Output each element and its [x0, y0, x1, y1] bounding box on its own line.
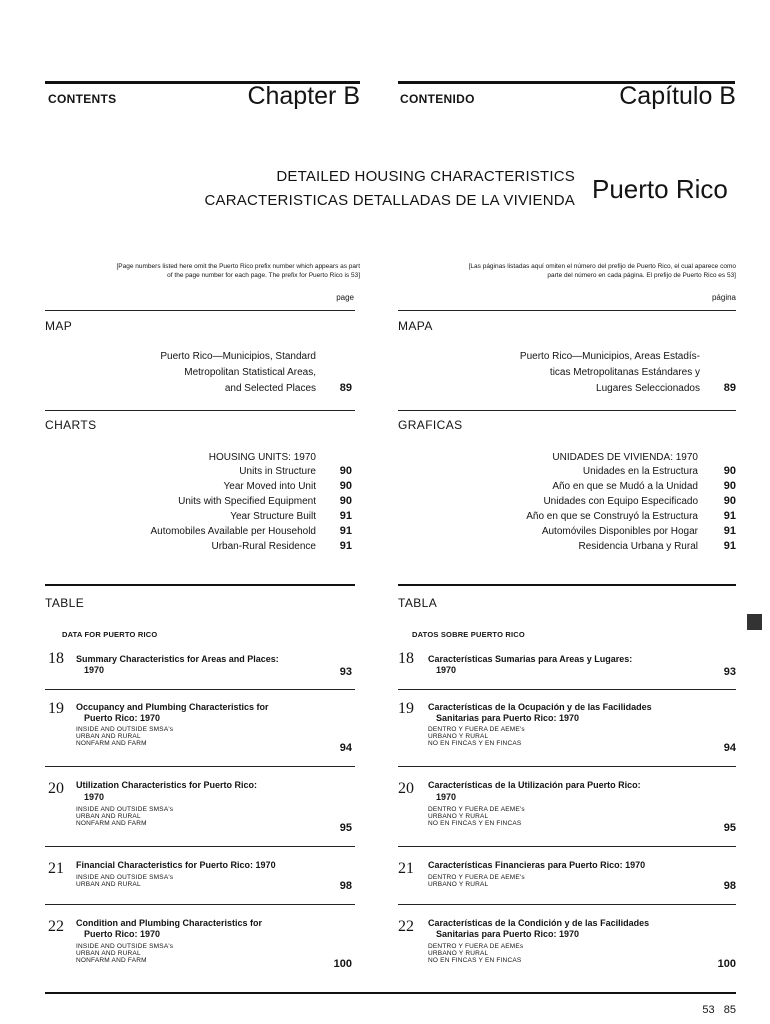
table-subline: INSIDE AND OUTSIDE SMSA's	[76, 806, 174, 813]
note-spanish-line1: [Las páginas listadas aquí omiten el número del prefijo de Puerto Rico, el cual aparece como	[468, 263, 736, 270]
rule-map-right	[398, 310, 736, 311]
chart-entry-page: 90	[339, 465, 352, 477]
tabla-page: 98	[723, 880, 736, 892]
tabla-title-line2: 1970	[436, 792, 457, 802]
grafica-entry-page: 91	[723, 525, 736, 537]
table-divider	[45, 904, 355, 905]
table-page: 98	[339, 880, 352, 892]
tabla-divider	[398, 846, 736, 847]
tabla-page: 100	[717, 958, 736, 970]
tabla-subline: DENTRO Y FUERA DE AEME's	[428, 726, 525, 733]
tabla-page: 93	[723, 666, 736, 678]
tabla-subline: DENTRO Y FUERA DE AEMEs	[428, 943, 524, 950]
region-title: Puerto Rico	[592, 174, 728, 204]
tabla-title-line1: Características de la Utilización para Puerto Rico:	[428, 780, 641, 790]
table-number: 18	[48, 650, 64, 667]
table-subline: URBAN AND RURAL	[76, 733, 141, 740]
table-number: 22	[48, 918, 64, 935]
grafica-entry-page: 91	[723, 540, 736, 552]
map-entry-line2: Metropolitan Statistical Areas,	[184, 367, 316, 378]
chart-entry-label: Units in Structure	[239, 466, 316, 477]
table-divider	[45, 846, 355, 847]
map-entry-line3: and Selected Places	[224, 383, 316, 394]
tabla-title-line1: Características Financieras para Puerto Rico: 1970	[428, 860, 646, 870]
page-number: 53 85	[702, 1004, 736, 1016]
mapa-entry-line1: Puerto Rico—Municipios, Areas Estadís-	[519, 351, 700, 362]
table-subtitle: DATA FOR PUERTO RICO	[62, 630, 158, 639]
tabla-page: 95	[723, 822, 736, 834]
rule-charts-left	[45, 410, 355, 411]
tabla-subtitle: DATOS SOBRE PUERTO RICO	[412, 630, 525, 639]
chart-entry-label: Year Structure Built	[230, 511, 316, 522]
table-title-line2: 1970	[84, 665, 105, 675]
table-subline: NONFARM AND FARM	[76, 740, 147, 747]
chart-entry-label: Units with Specified Equipment	[178, 496, 316, 507]
grafica-entry-label: Unidades con Equipo Especificado	[543, 496, 698, 507]
mapa-entry-page: 89	[723, 382, 736, 394]
table-number: 20	[48, 780, 64, 797]
note-english	[40, 262, 360, 280]
table-page: 94	[339, 742, 352, 754]
chart-entry-label: Year Moved into Unit	[223, 481, 316, 492]
tabla-subline: DENTRO Y FUERA DE AEME's	[428, 874, 525, 881]
tabla-number: 19	[398, 700, 414, 717]
bottom-rule	[45, 992, 736, 994]
grafica-entry-label: Año en que se Construyó la Estructura	[526, 511, 698, 522]
note-spanish	[396, 262, 736, 280]
table-title-line2: Puerto Rico: 1970	[84, 713, 161, 723]
table-title-line1: Summary Characteristics for Areas and Places:	[76, 654, 279, 664]
grafica-entry-label: Automóviles Disponibles por Hogar	[541, 526, 698, 537]
capitulo-title: Capítulo B	[619, 82, 736, 110]
tabla-subline: URBANO Y RURAL	[428, 950, 489, 957]
table-subline: NONFARM AND FARM	[76, 820, 147, 827]
table-number: 21	[48, 860, 64, 877]
map-section-title: MAP	[45, 319, 73, 333]
table-page: 95	[339, 822, 352, 834]
tabla-title-line1: Características Sumarias para Areas y Lugares:	[428, 654, 633, 664]
tabla-divider	[398, 904, 736, 905]
tabla-title-line2: Sanitarias para Puerto Rico: 1970	[436, 713, 580, 723]
table-subline: NONFARM AND FARM	[76, 957, 147, 964]
mapa-section-title: MAPA	[398, 319, 433, 333]
table-title-line1: Occupancy and Plumbing Characteristics for	[76, 702, 269, 712]
tabla-number: 20	[398, 780, 414, 797]
rule-map-left	[45, 310, 355, 311]
page-column-label: page	[336, 293, 354, 302]
table-section-title: TABLE	[45, 596, 85, 610]
tabla-title-line2: 1970	[436, 665, 457, 675]
title-english: DETAILED HOUSING CHARACTERISTICS	[276, 168, 575, 185]
table-title-line2: Puerto Rico: 1970	[84, 929, 161, 939]
table-title-line1: Condition and Plumbing Characteristics for	[76, 918, 263, 928]
title-spanish: CARACTERISTICAS DETALLADAS DE LA VIVIENDA	[204, 192, 575, 209]
table-number: 19	[48, 700, 64, 717]
tabla-title-line1: Características de la Condición y de las Facilidades	[428, 918, 650, 928]
tabla-section-title: TABLA	[398, 596, 438, 610]
table-subline: URBAN AND RURAL	[76, 881, 141, 888]
contents-label: CONTENTS	[48, 92, 117, 106]
grafica-entry-page: 90	[723, 465, 736, 477]
tabla-subline: NO EN FINCAS Y EN FINCAS	[428, 820, 522, 827]
tabla-title-line2: Sanitarias para Puerto Rico: 1970	[436, 929, 580, 939]
map-entry-line1: Puerto Rico—Municipios, Standard	[160, 351, 316, 362]
tabla-subline: DENTRO Y FUERA DE AEME's	[428, 806, 525, 813]
chart-entry-page: 91	[339, 510, 352, 522]
tabla-number: 21	[398, 860, 414, 877]
tabla-page: 94	[723, 742, 736, 754]
table-page: 93	[339, 666, 352, 678]
tabla-divider	[398, 689, 736, 690]
contenido-label: CONTENIDO	[400, 92, 475, 106]
tabla-subline: NO EN FINCAS Y EN FINCAS	[428, 957, 522, 964]
chart-entry-page: 91	[339, 525, 352, 537]
map-entry-page: 89	[339, 382, 352, 394]
table-title-line1: Financial Characteristics for Puerto Rico: 1970	[76, 860, 276, 870]
tabla-subline: URBANO Y RURAL	[428, 813, 489, 820]
table-title-line1: Utilization Characteristics for Puerto Rico:	[76, 780, 258, 790]
rule-graficas-right	[398, 410, 736, 411]
note-spanish-line2: parte del número en cada página. El prefijo de Puerto Rico es 53]	[547, 272, 736, 279]
charts-section-title: CHARTS	[45, 418, 97, 432]
table-subline: INSIDE AND OUTSIDE SMSA's	[76, 726, 174, 733]
tabla-subline: URBANO Y RURAL	[428, 733, 489, 740]
grafica-entry-page: 90	[723, 495, 736, 507]
table-subline: URBAN AND RURAL	[76, 813, 141, 820]
grafica-entry-page: 90	[723, 480, 736, 492]
tabla-divider	[398, 766, 736, 767]
mapa-entry-line2: ticas Metropolitanas Estándares y	[549, 367, 700, 378]
tabla-number: 22	[398, 918, 414, 935]
tabla-title-line1: Características de la Ocupación y de las Facilidades	[428, 702, 652, 712]
tabla-subline: NO EN FINCAS Y EN FINCAS	[428, 740, 522, 747]
tabla-number: 18	[398, 650, 414, 667]
table-subline: URBAN AND RURAL	[76, 950, 141, 957]
pagina-column-label: página	[711, 293, 736, 302]
graficas-section-title: GRAFICAS	[398, 418, 463, 432]
chart-entry-page: 91	[339, 540, 352, 552]
chart-entry-page: 90	[339, 495, 352, 507]
tabla-subline: URBANO Y RURAL	[428, 881, 489, 888]
chart-entry-page: 90	[339, 480, 352, 492]
rule-tabla-right	[398, 584, 736, 586]
grafica-entry-label: Residencia Urbana y Rural	[578, 541, 698, 552]
charts-heading: HOUSING UNITS: 1970	[208, 452, 316, 463]
grafica-entry-label: Unidades en la Estructura	[582, 466, 698, 477]
table-divider	[45, 766, 355, 767]
rule-table-left	[45, 584, 355, 586]
chapter-title: Chapter B	[247, 82, 360, 110]
mapa-entry-line3: Lugares Seleccionados	[596, 383, 700, 394]
table-divider	[45, 689, 355, 690]
graficas-heading: UNIDADES DE VIVIENDA: 1970	[552, 452, 698, 463]
table-title-line2: 1970	[84, 792, 105, 802]
note-english-line2: of the page number for each page. The prefix for Puerto Rico is 53]	[167, 272, 360, 279]
thumb-index-mark	[747, 614, 762, 630]
table-subline: INSIDE AND OUTSIDE SMSA's	[76, 874, 174, 881]
grafica-entry-label: Año en que se Mudó a la Unidad	[552, 481, 698, 492]
table-page: 100	[333, 958, 352, 970]
note-english-line1: [Page numbers listed here omit the Puerto Rico prefix number which appears as part	[116, 263, 360, 270]
table-subline: INSIDE AND OUTSIDE SMSA's	[76, 943, 174, 950]
chart-entry-label: Automobiles Available per Household	[150, 526, 316, 537]
grafica-entry-page: 91	[723, 510, 736, 522]
chart-entry-label: Urban-Rural Residence	[211, 541, 316, 552]
